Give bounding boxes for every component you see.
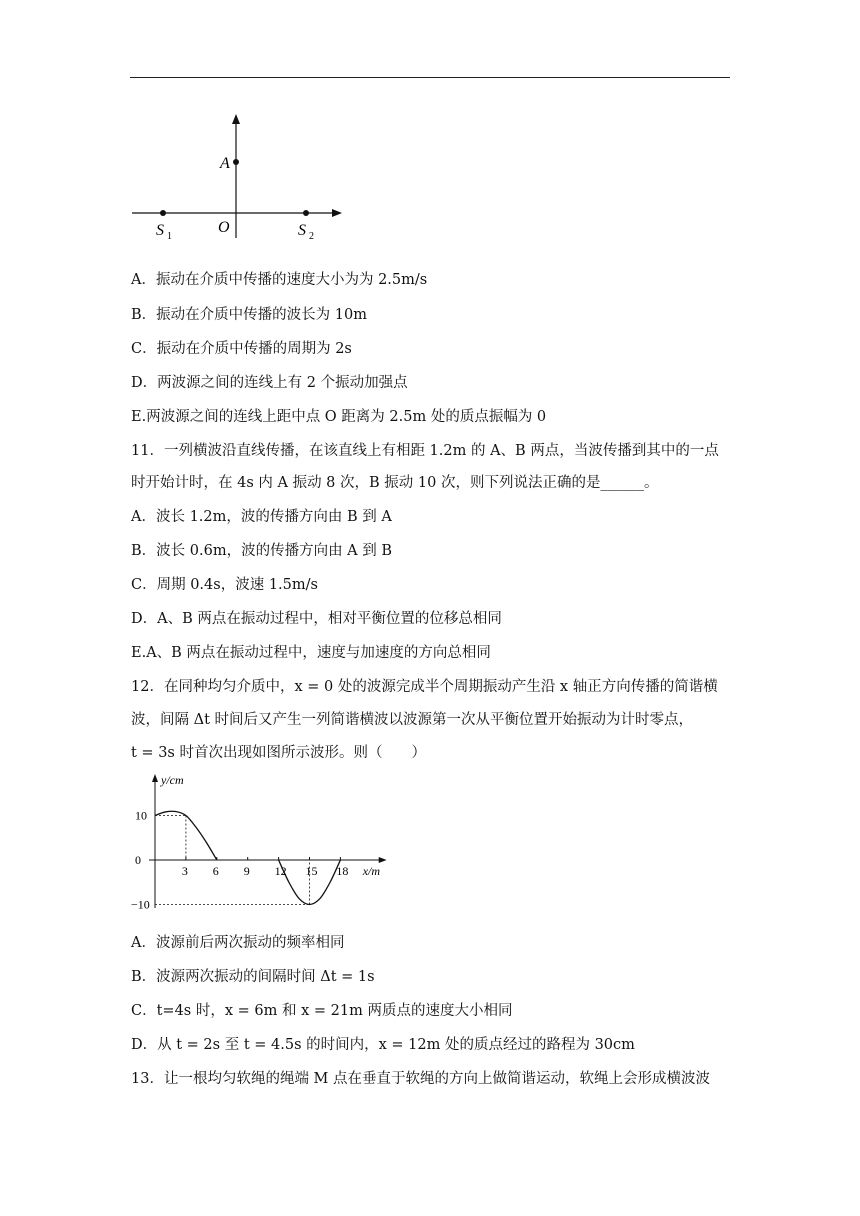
- label-s2-sub: 2: [309, 231, 314, 242]
- q12-option-c[interactable]: C．t=4s 时，x = 6m 和 x = 21m 两质点的速度大小相同: [131, 1003, 513, 1019]
- x-axis-label: x/m: [362, 864, 381, 878]
- header-rule: [130, 77, 730, 78]
- point-s2: [303, 210, 309, 216]
- x-tick-label-15: 15: [305, 864, 318, 878]
- q11-option-a[interactable]: A．波长 1.2m，波的传播方向由 B 到 A: [131, 509, 392, 525]
- q11-option-b[interactable]: B．波长 0.6m，波的传播方向由 A 到 B: [131, 543, 393, 559]
- label-s2: S: [298, 222, 306, 239]
- q10-option-d[interactable]: D．两波源之间的连线上有 2 个振动加强点: [131, 375, 408, 391]
- label-o: O: [218, 219, 230, 236]
- q12-option-b[interactable]: B．波源两次振动的间隔时间 Δt = 1s: [131, 969, 375, 985]
- q10-option-c[interactable]: C．振动在介质中传播的周期为 2s: [131, 341, 352, 357]
- q12-option-a[interactable]: A．波源前后两次振动的频率相同: [131, 935, 345, 951]
- label-a: A: [220, 155, 230, 172]
- q11-option-c[interactable]: C．周期 0.4s，波速 1.5m/s: [131, 577, 318, 593]
- point-a: [233, 159, 239, 165]
- x-tick-label-3: 3: [181, 864, 188, 878]
- q11-stem-line1: 11．一列横波沿直线传播，在该直线上有相距 1.2m 的 A、B 两点，当波传播到其中的一点: [131, 443, 719, 459]
- label-s1: S: [156, 222, 164, 239]
- x-axis-arrow: [379, 857, 387, 863]
- x-tick-label-18: 18: [336, 864, 349, 878]
- y-axis-arrow: [232, 114, 240, 124]
- y-tick-label-0: 10: [135, 808, 147, 823]
- q10-option-b[interactable]: B．振动在介质中传播的波长为 10m: [131, 307, 367, 323]
- q13-stem-line1: 13．让一根均匀软绳的绳端 M 点在垂直于软绳的方向上做简谐运动，软绳上会形成横波波: [131, 1071, 711, 1087]
- y-tick-label-2: −10: [131, 897, 150, 912]
- label-s1-sub: 1: [167, 231, 172, 242]
- q11-option-d[interactable]: D．A、B 两点在振动过程中，相对平衡位置的位移总相同: [131, 611, 502, 627]
- source-position-figure: [128, 110, 348, 242]
- x-tick-label-6: 6: [212, 864, 219, 878]
- point-s1: [160, 210, 166, 216]
- q12-option-d[interactable]: D．从 t = 2s 至 t = 4.5s 的时间内，x = 12m 处的质点经过的路程为 30cm: [131, 1037, 635, 1053]
- q12-stem-line3: t = 3s 时首次出现如图所示波形。则（ ）: [131, 745, 426, 761]
- y-tick-label-1: 0: [135, 853, 141, 867]
- q12-stem-line1: 12．在同种均匀介质中，x = 0 处的波源完成半个周期振动产生沿 x 轴正方向传播的简谐横: [131, 679, 718, 695]
- y-axis-label: y/cm: [161, 773, 184, 787]
- q11-option-e[interactable]: E.A、B 两点在振动过程中，速度与加速度的方向总相同: [131, 645, 491, 661]
- x-tick-label-9: 9: [243, 864, 250, 878]
- q10-option-a[interactable]: A．振动在介质中传播的速度大小为为 2.5m/s: [131, 272, 428, 288]
- x-tick-label-12: 12: [274, 864, 287, 878]
- x-axis-arrow: [332, 209, 342, 217]
- q12-stem-line2: 波，间隔 Δt 时间后又产生一列简谐横波以波源第一次从平衡位置开始振动为计时零点，: [131, 712, 694, 728]
- wave-chart: [128, 770, 408, 915]
- q11-stem-line2: 时开始计时，在 4s 内 A 振动 8 次，B 振动 10 次，则下列说法正确的是______。: [131, 475, 659, 491]
- y-axis-arrow: [152, 774, 158, 782]
- q10-option-e[interactable]: E.两波源之间的连线上距中点 O 距离为 2.5m 处的质点振幅为 0: [131, 409, 547, 425]
